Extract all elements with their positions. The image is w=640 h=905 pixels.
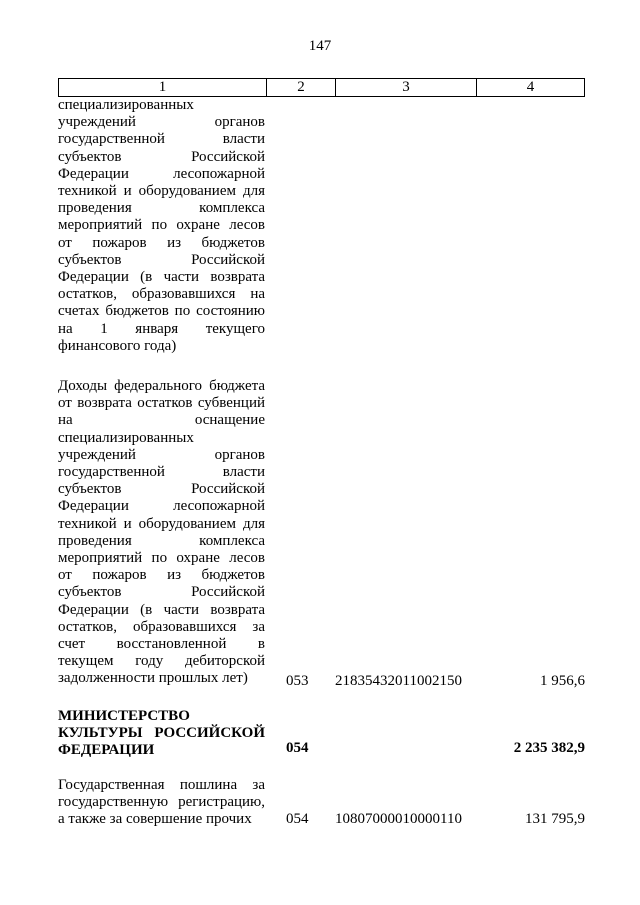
row-amount: 1 956,6 bbox=[540, 673, 585, 689]
column-header-4: 4 bbox=[477, 79, 585, 97]
table-row bbox=[58, 97, 585, 357]
row-kbk-code: 10807000010000110 bbox=[335, 811, 462, 827]
row-kbk-code: 21835432011002150 bbox=[335, 673, 462, 689]
column-header-2: 2 bbox=[267, 79, 336, 97]
row-description: МИНИСТЕРСТВО КУЛЬТУРЫ РОССИЙСКОЙ ФЕДЕРАЦИИ bbox=[58, 708, 265, 759]
row-amount: 131 795,9 bbox=[525, 811, 585, 827]
page-number: 147 bbox=[308, 38, 332, 54]
row-admin-code: 054 bbox=[286, 811, 309, 827]
row-description: специализированных учреждений органов государственной власти субъектов Российской Федерации лесопожарной техникой и оборудованием для проведения комплекса мероприятий по охране лесов от пожаров из бюджетов субъектов Российской Федерации (в части возврата остатков, образовавшихся на счетах бюджетов по состоянию на 1 января текущего финансового года) bbox=[58, 97, 265, 354]
row-description: Государственная пошлина за государственную регистрацию, а также за совершение прочих bbox=[58, 777, 265, 828]
row-amount: 2 235 382,9 bbox=[513, 740, 585, 756]
row-description: Доходы федерального бюджета от возврата остатков субвенций на оснащение специализированных учреждений органов государственной власти субъектов Российской Федерации лесопожарной техникой и оборудованием для проведения комплекса мероприятий по охране лесов от пожаров из бюджетов субъектов Российской Федерации (в части возврата остатков, образовавшихся за счет восстановленной в текущем году дебиторской задолженности прошлых лет) bbox=[58, 378, 265, 687]
table-row bbox=[58, 378, 585, 690]
column-header-3: 3 bbox=[336, 79, 477, 97]
row-admin-code: 054 bbox=[286, 740, 309, 756]
column-header-table bbox=[58, 78, 585, 97]
column-header-1: 1 bbox=[59, 79, 267, 97]
row-admin-code: 053 bbox=[286, 673, 309, 689]
column-header-row bbox=[59, 79, 585, 97]
table-row bbox=[58, 777, 585, 837]
table-row bbox=[58, 708, 585, 762]
